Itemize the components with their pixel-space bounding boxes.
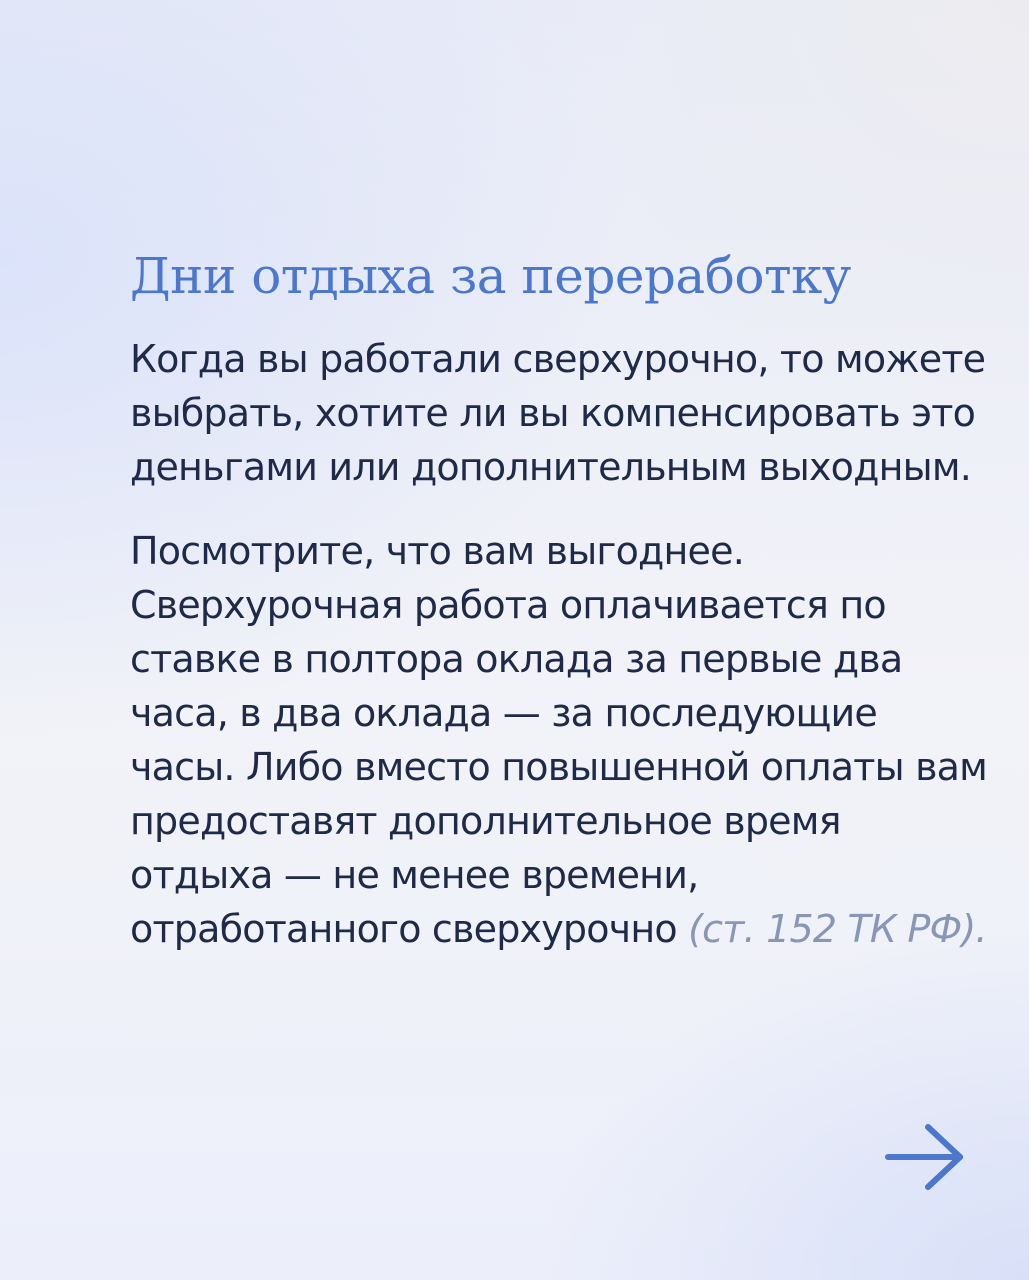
- slide-title: Дни отдыха за переработку: [130, 247, 851, 305]
- arrow-right-icon: [884, 1122, 966, 1192]
- paragraph-details-text: Посмотрите, что вам выгоднее. Сверхурочная работа оплачивается по ставке в полтора оклада за первые два часа, в два оклада — за последующие часы. Либо вместо повышенной оплаты вам предоставят дополнительное время отдыха — не менее времени, отработанного сверхурочно: [130, 529, 988, 951]
- next-slide-button[interactable]: [884, 1122, 966, 1192]
- slide-content: [130, 246, 990, 986]
- paragraph-details: [130, 524, 990, 956]
- paragraph-choice: Когда вы работали сверхурочно, то можете выбрать, хотите ли вы компенсировать это деньгами или дополнительным выходным.: [130, 337, 986, 489]
- law-reference: (ст. 152 ТК РФ).: [688, 907, 987, 951]
